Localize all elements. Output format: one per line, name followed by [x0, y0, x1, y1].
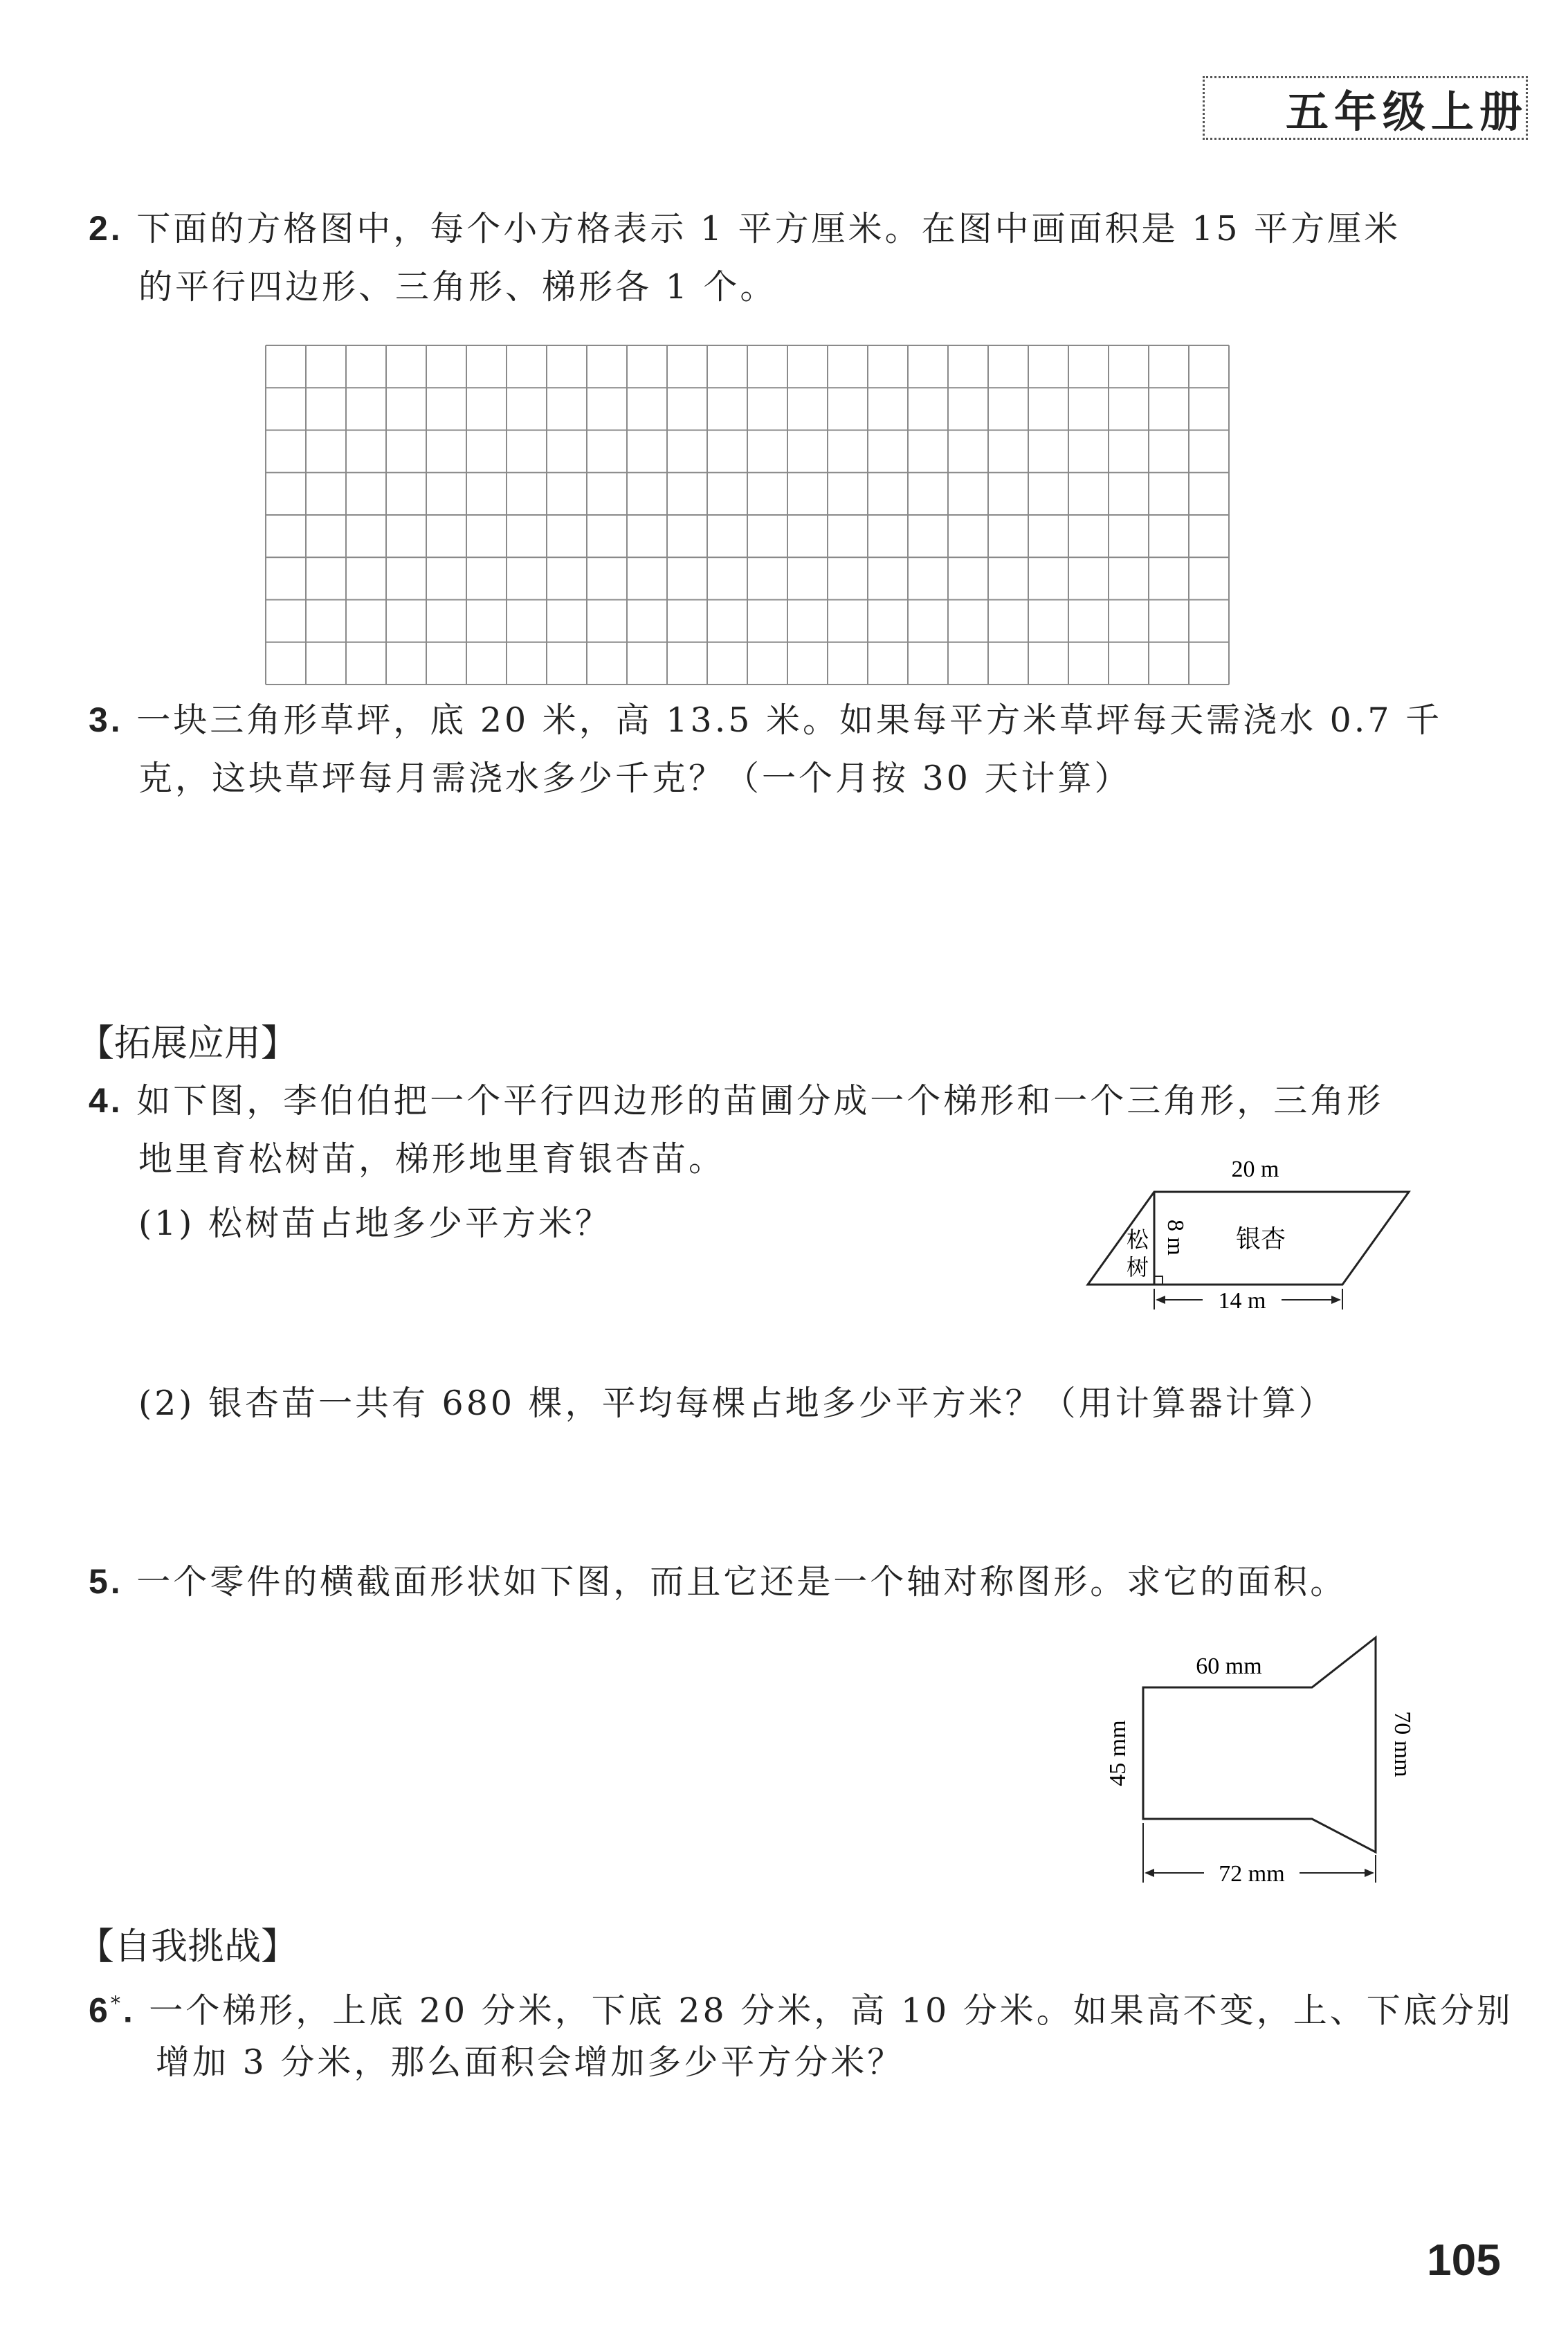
q2-number: 2.	[89, 209, 123, 248]
section-extend-heading: 【拓展应用】	[78, 1022, 298, 1064]
q4-sub1: (1) 松树苗占地多少平方米？	[138, 1204, 612, 1243]
right-angle-mark	[1154, 1276, 1163, 1285]
q5-text-1: 一个零件的横截面形状如下图，而且它还是一个轴对称图形。求它的面积。	[136, 1562, 1347, 1602]
ginkgo-label: 银杏	[1235, 1225, 1286, 1253]
q3-line2: 克，这块草坪每月需浇水多少千克？（一个月按 30 天计算）	[138, 759, 1131, 798]
q6-dot: .	[122, 1991, 136, 2030]
q3-number: 3.	[89, 700, 123, 739]
q6-number: 6	[89, 1991, 111, 2030]
q6-text-1: 一个梯形，上底 20 分米，下底 28 分米，高 10 分米。如果高不变，上、下底分别	[149, 1991, 1513, 2031]
q5-number: 5.	[89, 1562, 123, 1601]
dim5-arrow-right	[1365, 1869, 1374, 1877]
dim5-arrow-left	[1145, 1869, 1154, 1877]
q6-line2: 增加 3 分米，那么面积会增加多少平方分米？	[156, 2042, 904, 2082]
q4-line2: 地里育松树苗，梯形地里育银杏苗。	[138, 1139, 726, 1179]
q4-parallelogram-figure	[1079, 1149, 1439, 1329]
q4-number: 4.	[89, 1081, 123, 1120]
height-label: 8 m	[1163, 1220, 1188, 1256]
q3-line1	[89, 699, 1442, 741]
q3-text-1: 一块三角形草坪，底 20 米，高 13.5 米。如果每平方米草坪每天需浇水 0.7 千	[136, 700, 1443, 740]
q6-line1	[89, 1983, 1513, 2031]
top-length-label: 20 m	[1231, 1157, 1279, 1182]
dim-arrow-right	[1331, 1296, 1341, 1304]
q5-line1	[89, 1561, 1347, 1603]
q4-text-1: 如下图，李伯伯把一个平行四边形的苗圃分成一个梯形和一个三角形，三角形	[136, 1081, 1384, 1121]
q4-line1	[89, 1080, 1383, 1122]
pine-label-1: 松	[1126, 1227, 1149, 1252]
square-grid	[263, 343, 1232, 687]
right-height-label: 70 mm	[1389, 1711, 1415, 1777]
q2-line2: 的平行四边形、三角形、梯形各 1 个。	[138, 267, 777, 307]
q5-part-figure	[1093, 1626, 1425, 1890]
q6-star: *	[110, 1992, 123, 2015]
q2-line1	[89, 208, 1401, 250]
book-title: 五年级上册	[1286, 87, 1529, 137]
section-challenge-heading: 【自我挑战】	[78, 1925, 298, 1968]
page-number: 105	[1427, 2235, 1501, 2285]
dim-arrow-left	[1156, 1296, 1165, 1304]
top-width-label: 60 mm	[1196, 1653, 1262, 1679]
q2-text-1: 下面的方格图中，每个小方格表示 1 平方厘米。在图中画面积是 15 平方厘米	[136, 209, 1401, 248]
pine-label-2: 树	[1126, 1255, 1149, 1280]
left-height-label: 45 mm	[1105, 1720, 1131, 1786]
bottom-length-label: 14 m	[1218, 1288, 1266, 1314]
q4-sub2: (2) 银杏苗一共有 680 棵，平均每棵占地多少平方米？（用计算器计算）	[138, 1384, 1335, 1423]
bottom-width-label: 72 mm	[1219, 1861, 1285, 1887]
